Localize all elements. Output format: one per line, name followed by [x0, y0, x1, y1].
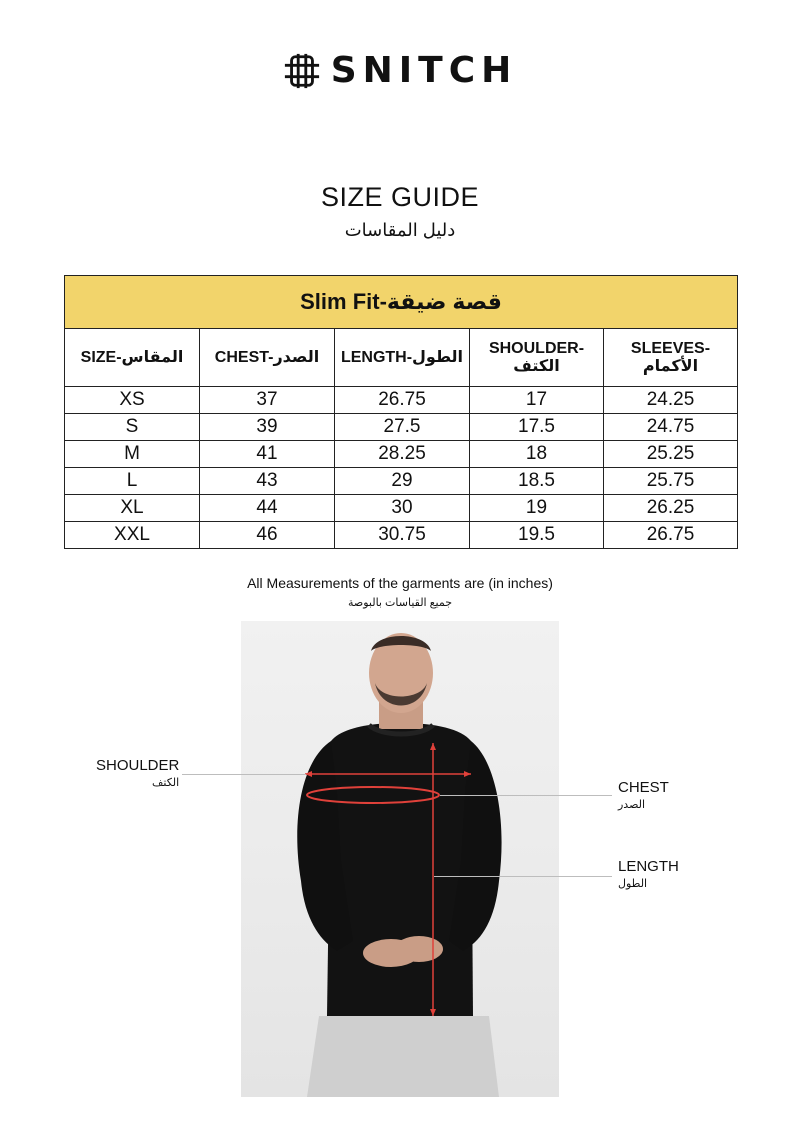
cell-length: 26.75 [335, 387, 470, 414]
table-row [65, 441, 738, 468]
measurement-note-arabic: جميع القياسات بالبوصة [347, 597, 453, 609]
cell-shoulder: 19.5 [470, 522, 604, 549]
brand-name: SNITCH [330, 50, 518, 91]
cell-shoulder: 18.5 [470, 468, 604, 495]
cell-size: M [65, 441, 200, 468]
table-row [65, 495, 738, 522]
cell-shoulder: 17.5 [470, 414, 604, 441]
column-header-size: SIZE-المقاس [65, 329, 200, 387]
chest-label: CHEST [618, 779, 669, 796]
cell-chest: 41 [200, 441, 335, 468]
cell-size: XXL [65, 522, 200, 549]
cell-sleeves: 24.25 [604, 387, 738, 414]
cell-shoulder: 17 [470, 387, 604, 414]
model-photo [241, 621, 559, 1097]
table-header-row [65, 329, 738, 387]
cell-length: 30 [335, 495, 470, 522]
chest-label-arabic: الصدر [618, 799, 646, 811]
cell-sleeves: 24.75 [604, 414, 738, 441]
size-table [64, 275, 738, 549]
cell-sleeves: 25.75 [604, 468, 738, 495]
length-label-arabic: الطول [618, 878, 648, 890]
length-leader-line [434, 876, 612, 877]
cell-chest: 43 [200, 468, 335, 495]
table-row [65, 387, 738, 414]
cell-shoulder: 19 [470, 495, 604, 522]
brand-logo [0, 50, 800, 91]
cell-shoulder: 18 [470, 441, 604, 468]
model-illustration [241, 621, 559, 1097]
cell-chest: 39 [200, 414, 335, 441]
fit-label: Slim Fit-قصة ضيقة [65, 276, 738, 329]
column-header-sleeves: SLEEVES- الأكمام [604, 329, 738, 387]
column-header-length: LENGTH-الطول [335, 329, 470, 387]
cell-length: 28.25 [335, 441, 470, 468]
cell-length: 30.75 [335, 522, 470, 549]
table-row [65, 468, 738, 495]
page-title: SIZE GUIDE [320, 182, 480, 212]
column-header-chest: CHEST-الصدر [200, 329, 335, 387]
cell-chest: 44 [200, 495, 335, 522]
shoulder-label: SHOULDER [96, 757, 180, 774]
cell-size: XS [65, 387, 200, 414]
column-header-shoulder: SHOULDER- الكتف [470, 329, 604, 387]
cell-sleeves: 25.25 [604, 441, 738, 468]
cell-chest: 37 [200, 387, 335, 414]
cell-size: L [65, 468, 200, 495]
chest-leader-line [440, 795, 612, 796]
shoulder-label-arabic: الكتف [152, 777, 180, 789]
cell-length: 29 [335, 468, 470, 495]
cell-chest: 46 [200, 522, 335, 549]
cell-size: XL [65, 495, 200, 522]
cell-size: S [65, 414, 200, 441]
measurement-note: All Measurements of the garments are (in inches) [247, 575, 553, 591]
page-title-arabic: دليل المقاسات [344, 220, 456, 240]
cell-sleeves: 26.25 [604, 495, 738, 522]
brand-mark-icon [283, 52, 321, 90]
length-label: LENGTH [618, 858, 679, 875]
table-row [65, 522, 738, 549]
table-row [65, 414, 738, 441]
cell-length: 27.5 [335, 414, 470, 441]
shoulder-leader-line [182, 774, 306, 775]
cell-sleeves: 26.75 [604, 522, 738, 549]
